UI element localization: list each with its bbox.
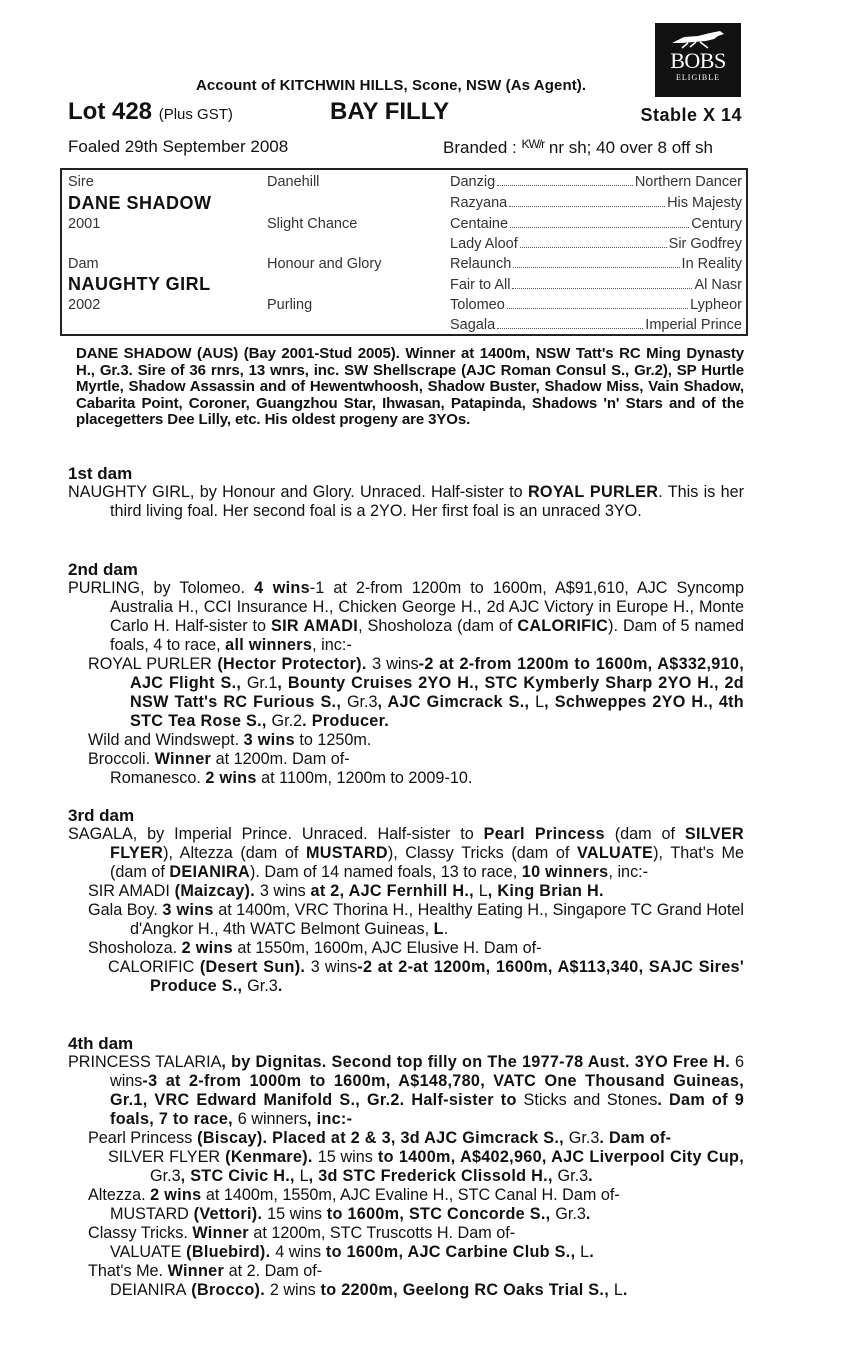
progeny-entry: DEIANIRA (Brocco). 2 wins to 2200m, Geelong RC Oaks Trial S., L.	[110, 1281, 628, 1299]
dam-paragraph: PRINCESS TALARIA, by Dignitas. Second top filly on The 1977-78 Aust. 3YO Free H. 6 wins-3 at 2-from 1000m to 1600m, A$148,780, VATC One Thousand Guineas, Gr.1, VRC Edward Manifold S., Gr.2. Half-sister to Sticks and Stones. Dam of 9 foals, 7 to race, 6 winners, inc:-	[68, 1053, 745, 1128]
bold-segment: Winner	[154, 750, 212, 768]
bold-segment: to 1600m, STC Concorde S.,	[321, 1205, 556, 1223]
bold-segment: DEIANIRA	[169, 863, 251, 881]
bold-segment: -3 at 2-from 1000m to 1600m, A$148,780, VATC One Thousand Guineas, Gr.1, VRC Edward Manifold S., Gr.2. Half-sister to	[110, 1072, 744, 1109]
progeny-entry: Altezza. 2 wins at 1400m, 1550m, AJC Evaline H., STC Canal H. Dam of-	[88, 1186, 620, 1204]
bold-segment: 3 wins	[162, 901, 214, 919]
bold-segment: , 3d STC Frederick Clissold H.,	[308, 1167, 558, 1185]
pedigree-table	[60, 168, 748, 336]
bold-segment: (Desert Sun).	[194, 958, 311, 976]
bold-segment: 2 wins	[150, 1186, 202, 1204]
section-heading: 1st dam	[68, 464, 133, 483]
bold-segment: (Kenmare).	[220, 1148, 318, 1166]
bold-segment: MUSTARD	[305, 844, 388, 862]
dam-sire: Honour and Glory	[267, 256, 382, 272]
progeny-entry: MUSTARD (Vettori). 15 wins to 1600m, STC Concorde S., Gr.3.	[110, 1205, 591, 1223]
bold-segment: , Schweppes 2YO H., 4th STC Tea Rose S.,	[130, 693, 744, 730]
bold-segment: , Bounty Cruises 2YO H., STC Kymberly Sharp 2YO H., 2d NSW Tatt's RC Furious S.,	[130, 674, 744, 711]
bold-segment: SIR AMADI	[271, 617, 359, 635]
ancestor-row: Relaunch In Reality	[450, 256, 742, 272]
bold-segment: ROYAL PURLER	[527, 483, 659, 501]
bold-segment: (Maizcay).	[169, 882, 260, 900]
lot-label: Lot 428	[68, 98, 153, 125]
bold-segment: .	[622, 1281, 628, 1299]
progeny-entry: ROYAL PURLER (Hector Protector). 3 wins-2 at 2-from 1200m to 1600m, A$332,910, AJC Flight S., Gr.1, Bounty Cruises 2YO H., STC Kymberly Sharp 2YO H., 2d NSW Tatt's RC Furious S., Gr.3, AJC Gimcrack S., L, Schweppes 2YO H., 4th STC Tea Rose S., Gr.2. Producer.	[88, 655, 744, 730]
progeny-entry: Romanesco. 2 wins at 1100m, 1200m to 2009-10.	[110, 769, 473, 787]
dam-label: Dam	[68, 256, 99, 272]
dam-paragraph: NAUGHTY GIRL, by Honour and Glory. Unraced. Half-sister to ROYAL PURLER. This is her third living foal. Her second foal is a 2YO. Her first foal is an unraced 3YO.	[68, 483, 745, 520]
logo-line1: BOBS	[670, 48, 726, 73]
sire-year: 2001	[68, 216, 101, 232]
vendor-account: Account of KITCHWIN HILLS, Scone, NSW (As Agent).	[196, 77, 587, 94]
bobs-eligible-logo	[655, 23, 741, 97]
bold-segment: , King Brian H.	[487, 882, 604, 900]
horse-description: BAY FILLY	[330, 98, 450, 125]
ancestor-row: Centaine Century	[450, 216, 742, 232]
bold-segment: .	[588, 1167, 593, 1185]
section-heading: 3rd dam	[68, 806, 135, 825]
bold-segment: Pearl Princess	[483, 825, 605, 843]
bold-segment: (Biscay). Placed at 2 & 3, 3d AJC Gimcrack S.,	[192, 1129, 569, 1147]
sire-label: Sire	[68, 174, 94, 190]
first-dam-section	[68, 464, 744, 521]
logo-line2: ELIGIBLE	[676, 73, 720, 82]
bold-segment: Winner	[167, 1262, 225, 1280]
progeny-entry: SIR AMADI (Maizcay). 3 wins at 2, AJC Fernhill H., L, King Brian H.	[88, 882, 604, 900]
stable-number: Stable X 14	[640, 105, 742, 125]
progeny-entry: Gala Boy. 3 wins at 1400m, VRC Thorina H., Healthy Eating H., Singapore TC Grand Hotel d'Angkor H., 4th WATC Belmont Guineas, L.	[88, 901, 744, 938]
bold-segment: to 2200m, Geelong RC Oaks Trial S.,	[315, 1281, 614, 1299]
bold-segment: , STC Civic H.,	[180, 1167, 300, 1185]
bold-segment: SILVER FLYER	[110, 825, 744, 862]
progeny-entry: CALORIFIC (Desert Sun). 3 wins-2 at 2-at 1200m, 1600m, A$113,340, SAJC Sires' Produce S., Gr.3.	[108, 958, 745, 995]
bold-segment: .	[585, 1205, 591, 1223]
progeny-entry: Shosholoza. 2 wins at 1550m, 1600m, AJC Elusive H. Dam of-	[88, 939, 542, 957]
sire-summary: DANE SHADOW (AUS) (Bay 2001-Stud 2005). Winner at 1400m, NSW Tatt's RC Ming Dynasty H., Gr.3. Sire of 36 rnrs, 13 wnrs, inc. SW Shellscrape (AJC Roman Consul S., Gr.2), SP Hurtle Myrtle, Shadow Assassin and of Hewentwhoosh, Shadow Buster, Shadow Miss, Vain Shadow, Cabarita Point, Coroner, Guangzhou Star, Ihwasan, Patapinda, Shadows 'n' Stars and of the placegetters Dee Lilly, etc. His oldest progeny are 3YOs.	[76, 345, 744, 429]
lot-number	[68, 98, 233, 126]
sire-sire: Danehill	[267, 174, 320, 190]
bold-segment: Winner	[192, 1224, 249, 1242]
bold-segment: 2 wins	[205, 769, 257, 787]
progeny-entry: That's Me. Winner at 2. Dam of-	[88, 1262, 323, 1280]
bold-segment: , AJC Gimcrack S.,	[377, 693, 536, 711]
bold-segment: . Producer.	[302, 712, 390, 730]
bold-segment: VALUATE	[576, 844, 654, 862]
lot-line	[68, 98, 742, 130]
fourth-dam-section	[68, 1034, 744, 1300]
bold-segment: . Dam of-	[599, 1129, 672, 1147]
ancestor-row: Razyana His Majesty	[450, 195, 742, 211]
bold-segment: . Dam of 9 foals, 7 to race,	[110, 1091, 745, 1128]
foaled-date: Foaled 29th September 2008	[68, 137, 289, 156]
bold-segment: CALORIFIC	[517, 617, 609, 635]
bold-segment: (Bluebird).	[181, 1243, 276, 1261]
brand-mark: KW/r	[521, 137, 545, 151]
bold-segment: L	[433, 920, 444, 938]
ancestor-row: Tolomeo Lypheor	[450, 297, 742, 313]
dam-dam: Purling	[267, 297, 313, 313]
bold-segment: (Hector Protector).	[211, 655, 373, 673]
bold-segment: (Brocco).	[186, 1281, 270, 1299]
dam-paragraph: SAGALA, by Imperial Prince. Unraced. Half-sister to Pearl Princess (dam of SILVER FLYER), Altezza (dam of MUSTARD), Classy Tricks (dam of VALUATE), That's Me (dam of DEIANIRA). Dam of 14 named foals, 13 to race, 10 winners, inc:-	[68, 825, 745, 881]
bold-segment: to 1600m, AJC Carbine Club S.,	[321, 1243, 581, 1261]
bold-segment: at 2, AJC Fernhill H.,	[305, 882, 479, 900]
ancestor-row: Lady Aloof Sir Godfrey	[450, 236, 742, 252]
sire-dam: Slight Chance	[267, 216, 358, 232]
progeny-entry: Broccoli. Winner at 1200m. Dam of-	[88, 750, 350, 768]
section-heading: 4th dam	[68, 1034, 134, 1053]
progeny-entry: VALUATE (Bluebird). 4 wins to 1600m, AJC Carbine Club S., L.	[110, 1243, 594, 1261]
sire-name: DANE SHADOW	[68, 193, 212, 213]
bold-segment: (Vettori).	[188, 1205, 268, 1223]
dam-name: NAUGHTY GIRL	[68, 274, 211, 294]
progeny-entry: SILVER FLYER (Kenmare). 15 wins to 1400m, A$402,960, AJC Liverpool City Cup, Gr.3, STC Civic H., L, 3d STC Frederick Clissold H., Gr.3.	[108, 1148, 744, 1185]
bold-segment: 3 wins	[243, 731, 295, 749]
bold-segment: -2 at 2-from 1200m to 1600m, A$332,910, AJC Flight S.,	[130, 655, 744, 692]
brand-detail: nr sh; 40 over 8 off sh	[548, 138, 713, 157]
section-heading: 2nd dam	[68, 560, 138, 579]
bold-segment: 10 winners	[521, 863, 609, 881]
third-dam-section	[68, 806, 744, 996]
brand-info	[443, 137, 742, 158]
bold-segment: .	[277, 977, 283, 995]
bold-segment: -2 at 2-at 1200m, 1600m, A$113,340, SAJC Sires' Produce S.,	[150, 958, 745, 995]
ancestor-row: Danzig Northern Dancer	[450, 174, 742, 190]
bold-segment: 2 wins	[181, 939, 233, 957]
ancestor-row: Sagala Imperial Prince	[450, 317, 742, 333]
progeny-entry: Wild and Windswept. 3 wins to 1250m.	[88, 731, 372, 749]
bold-segment: , by Dignitas. Second top filly on The 1977-78 Aust. 3YO Free H.	[221, 1053, 735, 1071]
dam-paragraph: PURLING, by Tolomeo. 4 wins-1 at 2-from 1200m to 1600m, A$91,610, AJC Syncomp Australia H., CCI Insurance H., Chicken George H., 2d AJC Victory in Europe H., Monte Carlo H. Half-sister to SIR AMADI, Shosholoza (dam of CALORIFIC). Dam of 5 named foals, 4 to race, all winners, inc:-	[68, 579, 744, 654]
bold-segment: .	[589, 1243, 594, 1261]
bold-segment: all winners	[225, 636, 313, 654]
bold-segment: to 1400m, A$402,960, AJC Liverpool City Cup,	[372, 1148, 744, 1166]
brand-label: Branded :	[443, 138, 517, 157]
bold-segment: 4 wins	[254, 579, 310, 597]
bold-segment: , inc:-	[307, 1110, 353, 1128]
progeny-entry: Classy Tricks. Winner at 1200m, STC Truscotts H. Dam of-	[88, 1224, 516, 1242]
progeny-entry: Pearl Princess (Biscay). Placed at 2 & 3, 3d AJC Gimcrack S., Gr.3. Dam of-	[88, 1129, 672, 1147]
ancestor-row: Fair to All Al Nasr	[450, 277, 742, 293]
lot-note: (Plus GST)	[158, 106, 233, 123]
second-dam-section	[68, 560, 744, 788]
dam-year: 2002	[68, 297, 101, 313]
